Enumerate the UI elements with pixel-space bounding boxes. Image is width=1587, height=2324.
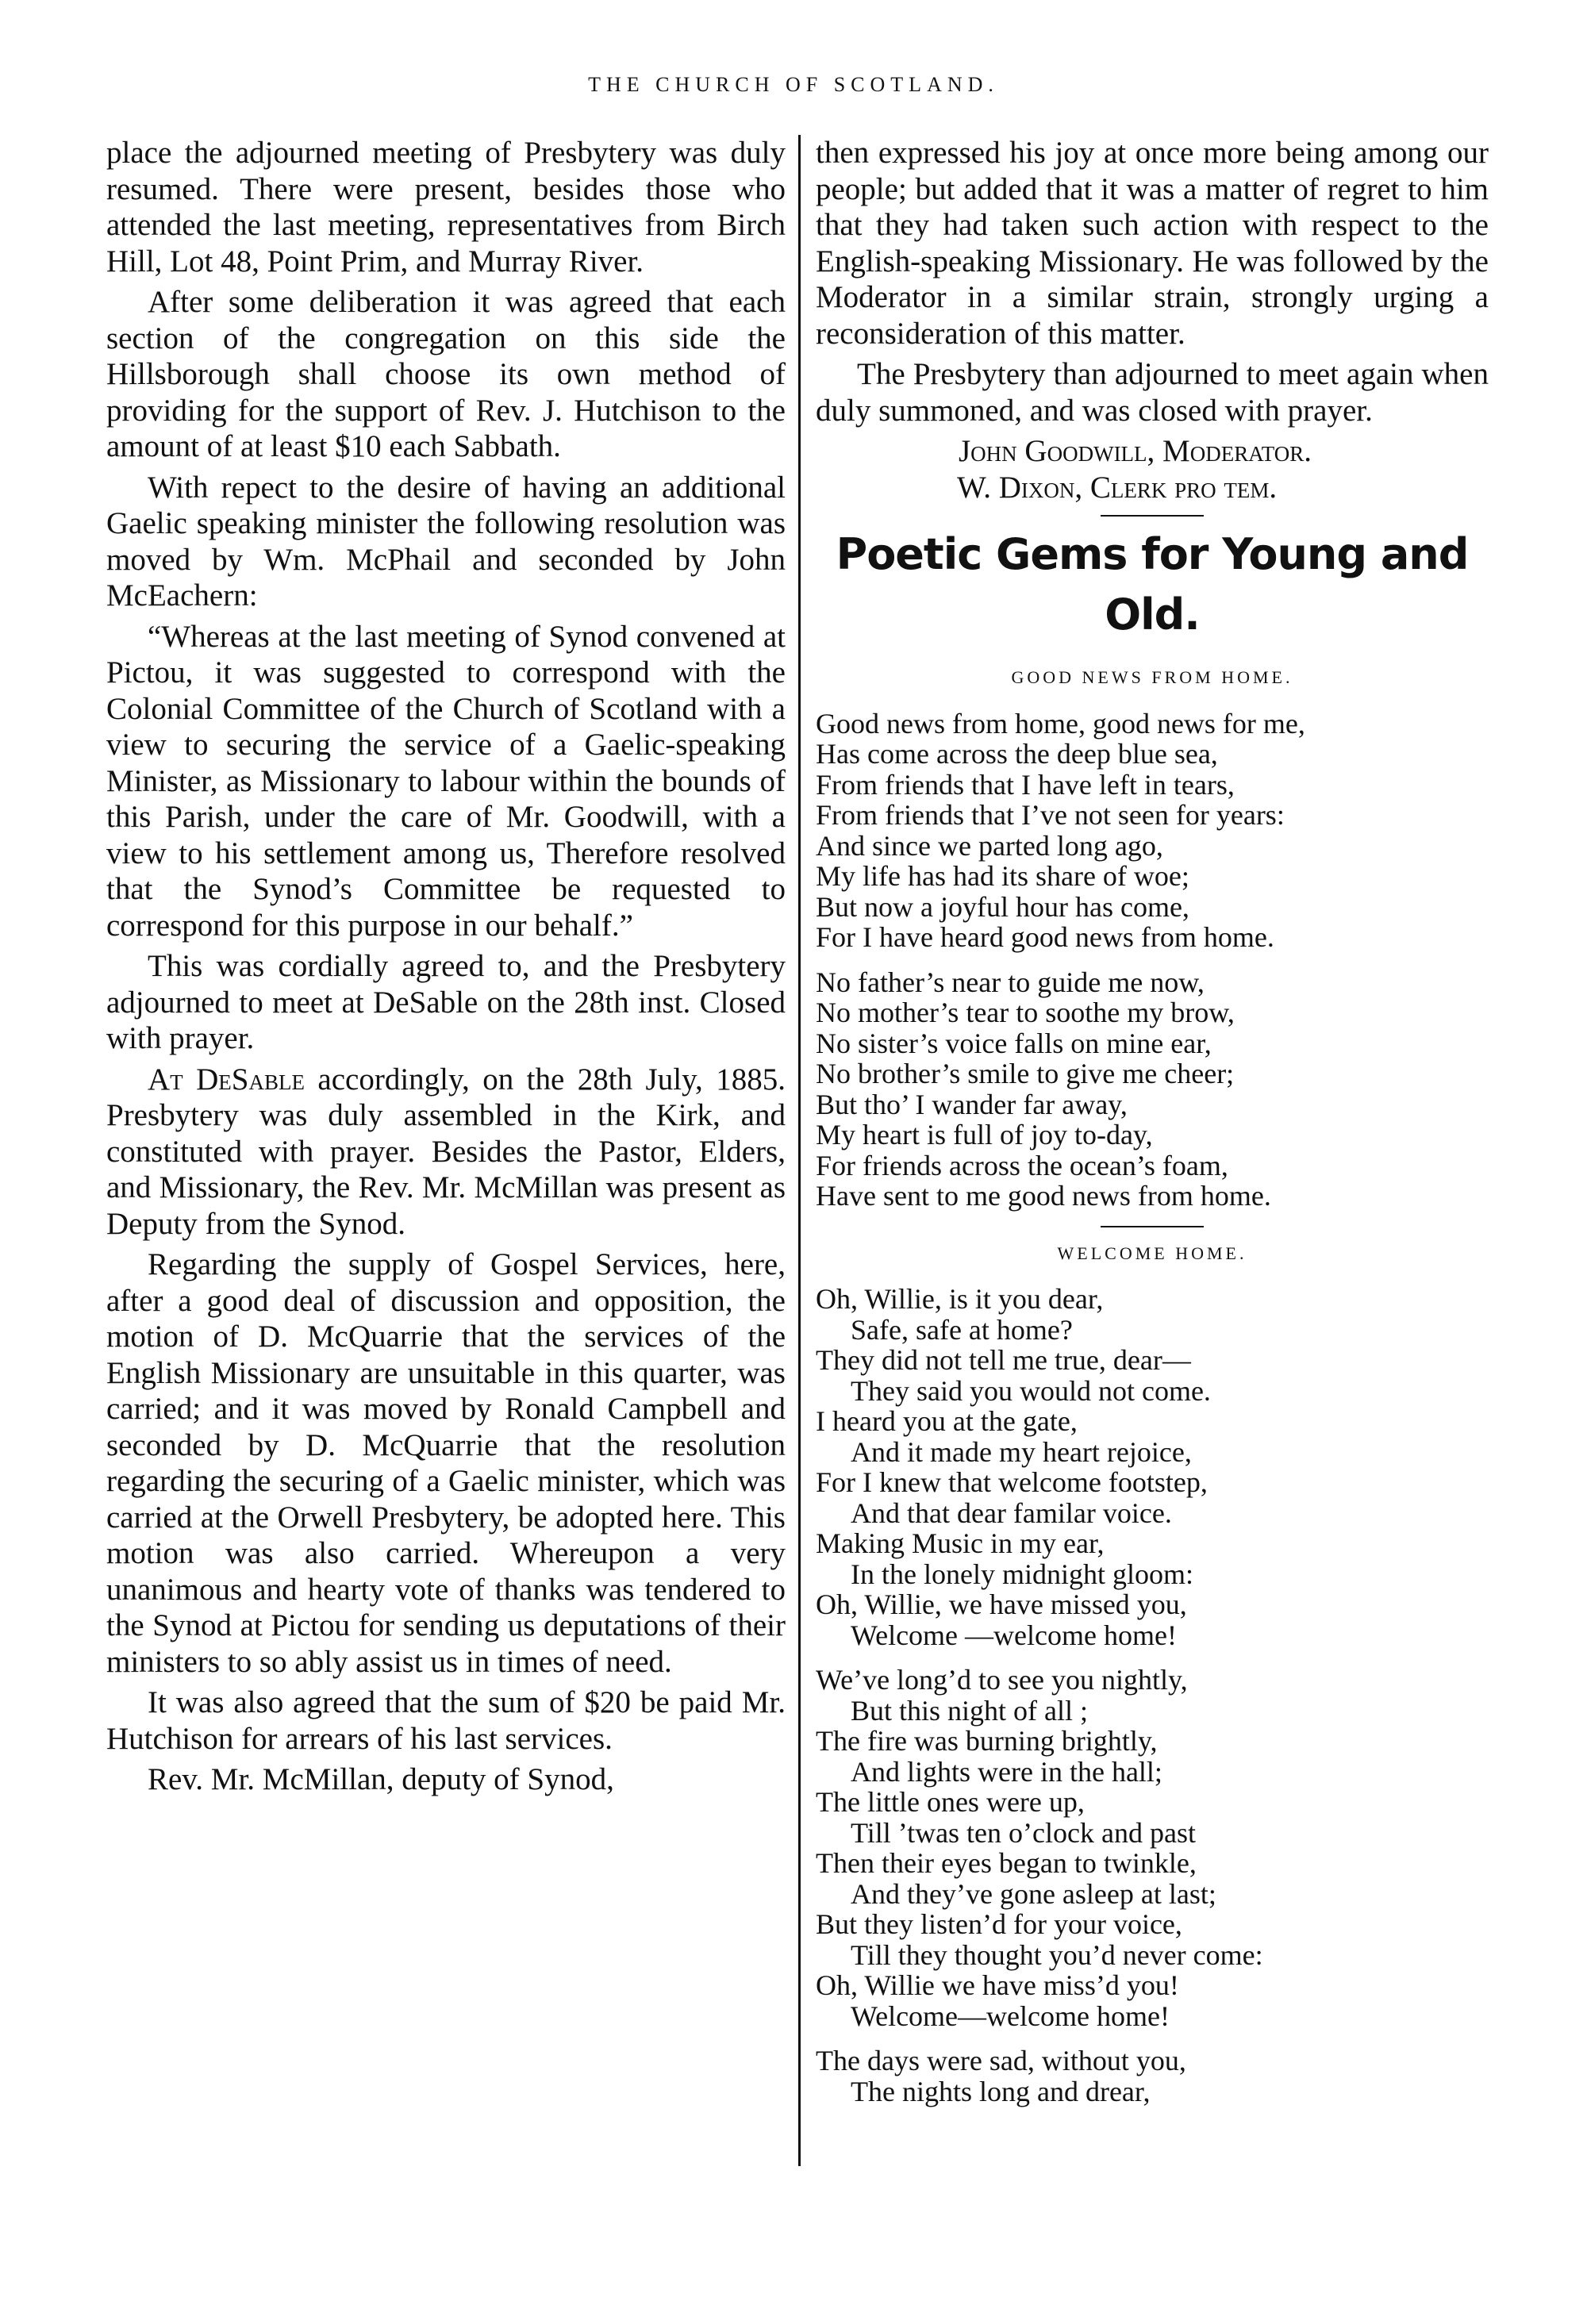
- poem-line: Safe, safe at home?: [851, 1313, 1073, 1346]
- poem-line: Till ’twas ten o’clock and past: [851, 1816, 1196, 1849]
- paragraph: After some deliberation it was agreed that each section of the congregation on this side the Hillsborough shall choose its own method of providing for the support of Rev. J. Hutchison to the amount of at least $10 each Sabbath.: [106, 285, 786, 463]
- poem-line: The little ones were up,: [816, 1786, 1085, 1818]
- poem-line: They said you would not come.: [851, 1374, 1211, 1407]
- left-column: [106, 135, 786, 1803]
- poem-line: My heart is full of joy to-day,: [816, 1119, 1153, 1150]
- desable-paragraph: [106, 1062, 786, 1243]
- poem-stanza: [816, 967, 1489, 1212]
- poem-line: I heard you at the gate,: [816, 1405, 1078, 1437]
- poem-line: Has come across the deep blue sea,: [816, 738, 1218, 770]
- paragraph: Regarding the supply of Gospel Services, here, after a good deal of discussion and opposition, the motion of D. McQuarrie that the services of the English Missionary are unsuitable in this quarter, was carried; and it was moved by Ronald Campbell and seconded by D. McQuarrie that the resolution regarding the securing of a Gaelic minister, which was carried at the Orwell Presbytery, be adopted here. This motion was also carried. Whereupon a very unanimous and hearty vote of thanks was tendered to the Synod at Pictou for sending us deputations of their ministers to so ably assist us in times of need.: [106, 1247, 786, 1679]
- poem-line: But they listen’d for your voice,: [816, 1908, 1182, 1940]
- right-column: [816, 135, 1489, 2121]
- poem-line: For I knew that welcome footstep,: [816, 1466, 1208, 1498]
- section-title: Poetic Gems for Young and Old.: [836, 529, 1469, 640]
- column-divider: [798, 135, 801, 2166]
- poem-line: Oh, Willie, is it you dear,: [816, 1283, 1104, 1315]
- poem-line: No father’s near to guide me now,: [816, 966, 1205, 998]
- poem-line: And since we parted long ago,: [816, 829, 1163, 862]
- poem-stanza: [816, 2046, 1489, 2107]
- poem-line: For I have heard good news from home.: [816, 921, 1274, 953]
- paragraph: then expressed his joy at once more being among our people; but added that it was a matter of regret to him that they had taken such action with respect to the English-speaking Missionary. He was followed by the Moderator in a similar strain, strongly urging a reconsideration of this matter.: [816, 136, 1489, 351]
- poem-line: And they’ve gone asleep at last;: [851, 1877, 1216, 1910]
- poem-line: Good news from home, good news for me,: [816, 707, 1305, 739]
- poem-line: From friends that I have left in tears,: [816, 768, 1235, 801]
- poem-line: And lights were in the hall;: [851, 1755, 1162, 1788]
- poem-line: No brother’s smile to give me cheer;: [816, 1058, 1235, 1089]
- poem-title: WELCOME HOME.: [1057, 1243, 1247, 1263]
- poem-line: Oh, Willie, we have missed you,: [816, 1588, 1187, 1620]
- clerk-signature: W. Dixon, Clerk pro tem.: [957, 470, 1278, 505]
- paragraph: place the adjourned meeting of Presbytery was duly resumed. There were present, besides those who attended the last meeting, representatives from Birch Hill, Lot 48, Point Prim, and Murray River.: [106, 136, 786, 278]
- poem-line: Welcome —welcome home!: [851, 1619, 1177, 1651]
- poem-stanza: [816, 1665, 1489, 2031]
- poem-line: And that dear familar voice.: [851, 1496, 1172, 1529]
- poem-line: But now a joyful hour has come,: [816, 890, 1189, 923]
- divider: [1101, 515, 1204, 517]
- poem-line: Oh, Willie we have miss’d you!: [816, 1969, 1179, 2001]
- poem-stanza: [816, 709, 1489, 953]
- poem-line: My life has had its share of woe;: [816, 860, 1189, 892]
- paragraph: Rev. Mr. McMillan, deputy of Synod,: [148, 1762, 614, 1796]
- paragraph: With repect to the desire of having an additional Gaelic speaking minister the following resolution was moved by Wm. McPhail and seconded by John McEachern:: [106, 470, 786, 613]
- divider: [1101, 1226, 1204, 1227]
- paragraph: The Presbytery than adjourned to meet again when duly summoned, and was closed with prayer.: [816, 357, 1489, 428]
- desable-text: accordingly, on the 28th July, 1885. Presbytery was duly assembled in the Kirk, and constituted with prayer. Besides the Pastor, Elders, and Missionary, the Rev. Mr. McMillan was present as Deputy from the Synod.: [106, 1062, 786, 1241]
- poem-line: The nights long and drear,: [851, 2075, 1151, 2107]
- poem-line: In the lonely midnight gloom:: [851, 1558, 1193, 1590]
- poem-line: And it made my heart rejoice,: [851, 1435, 1192, 1468]
- moderator-signature: John Goodwill, Moderator.: [959, 434, 1312, 468]
- poem-line: The fire was burning brightly,: [816, 1725, 1158, 1757]
- poem-line: Welcome—welcome home!: [851, 1999, 1170, 2032]
- poem-line: Have sent to me good news from home.: [816, 1180, 1271, 1212]
- paragraph: This was cordially agreed to, and the Presbytery adjourned to meet at DeSable on the 28th inst. Closed with prayer.: [106, 949, 786, 1055]
- poem-line: Till they thought you’d never come:: [851, 1938, 1263, 1971]
- poem-line: From friends that I’ve not seen for years:: [816, 799, 1285, 831]
- page-header: THE CHURCH OF SCOTLAND.: [588, 73, 999, 96]
- resolution-quote: “Whereas at the last meeting of Synod convened at Pictou, it was suggested to correspond with the Colonial Committee of the Church of Scotland with a view to securing the service of a Gaelic-speaking Minister, as Missionary to labour within the bounds of this Parish, under the care of Mr. Goodwill, with a view to his settlement among us, Therefore resolved that the Synod’s Committee be requested to correspond for this purpose in our behalf.”: [106, 619, 786, 943]
- poem-line: For friends across the ocean’s foam,: [816, 1149, 1228, 1181]
- poem-line: They did not tell me true, dear—: [816, 1344, 1191, 1376]
- poem-line: But this night of all ;: [851, 1694, 1089, 1727]
- poem-title: GOOD NEWS FROM HOME.: [1011, 667, 1293, 687]
- paragraph: It was also agreed that the sum of $20 be paid Mr. Hutchison for arrears of his last services.: [106, 1685, 786, 1756]
- poem-line: The days were sad, without you,: [816, 2045, 1186, 2076]
- poem-line: Then their eyes began to twinkle,: [816, 1847, 1197, 1879]
- poem-stanza: [816, 1284, 1489, 1650]
- poem-line: Making Music in my ear,: [816, 1527, 1105, 1559]
- poem-line: We’ve long’d to see you nightly,: [816, 1664, 1188, 1696]
- desable-lead: At DeSable: [148, 1062, 305, 1097]
- poem-line: No sister’s voice falls on mine ear,: [816, 1027, 1212, 1059]
- poem-line: But tho’ I wander far away,: [816, 1088, 1128, 1120]
- poem-line: No mother’s tear to soothe my brow,: [816, 997, 1235, 1028]
